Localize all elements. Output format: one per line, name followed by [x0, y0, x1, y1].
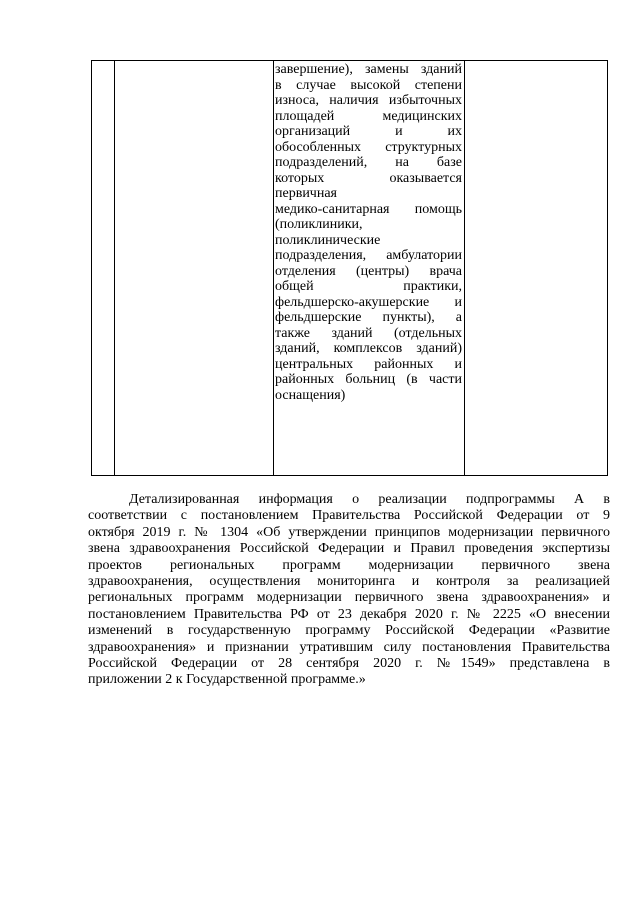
text-line: подразделений, на базе: [275, 155, 462, 170]
text-line: площадей медицинских: [275, 108, 462, 124]
paragraph-line: Российской Федерации от 28 сентября 2020 г. №1549» представлена в: [88, 655, 610, 671]
text-line: фельдшерские пункты), а: [275, 310, 462, 325]
text-line: организаций и их: [275, 124, 462, 139]
text-line: обособленных структурных: [275, 139, 462, 155]
table-cell-number: [92, 61, 115, 476]
text-line: (поликлиники,: [275, 217, 363, 232]
text-line: отделения (центры) врача: [275, 263, 462, 279]
text-line: фельдшерско-акушерские и: [275, 294, 462, 310]
paragraph-line: проектов региональных программ модернизации первичного звена: [88, 557, 610, 573]
table-cell-name: [115, 61, 274, 476]
paragraph-line: региональных программ модернизации первичного звена здравоохранения» и: [88, 590, 610, 606]
text-line: завершение), замены зданий: [275, 62, 462, 77]
text-line: медико-санитарная помощь: [275, 201, 462, 217]
data-table: [91, 60, 608, 476]
paragraph-line: октября 2019 г. № 1304 «Об утверждении принципов модернизации первичного: [88, 524, 610, 540]
text-line: первичная: [275, 186, 337, 201]
text-line: общей практики,: [275, 279, 462, 294]
text-line: центральных районных и: [275, 356, 462, 372]
paragraph-line: здравоохранения, осуществления мониторинга и контроля за реализацией: [88, 573, 610, 589]
text-line: зданий, комплексов зданий): [275, 341, 462, 356]
paragraph-line: Детализированная информация о реализации подпрограммы А в: [129, 492, 610, 507]
text-line: подразделения, амбулатории: [275, 248, 462, 263]
text-line: оснащения): [275, 387, 346, 403]
table-row: [92, 61, 608, 476]
paragraph-line: звена здравоохранения Российской Федерации и Правил проведения экспертизы: [88, 541, 610, 557]
paragraph-line: приложении 2 к Государственной программе.»: [88, 672, 366, 688]
text-line: которых оказывается: [275, 170, 462, 186]
paragraph-line: изменений в государственную программу Российской Федерации «Развитие: [88, 623, 610, 639]
paragraph-line: постановлением Правительства РФ от 23 декабря 2020 г. № 2225 «О внесении: [88, 606, 610, 622]
paragraph-line: здравоохранения» и признании утратившим силу постановления Правительства: [88, 639, 610, 655]
paragraph-line: соответствии с постановлением Правительства Российской Федерации от 9: [88, 508, 610, 524]
table-cell-description: [274, 61, 465, 476]
body-paragraph: [88, 492, 610, 689]
text-line: районных больниц (в части: [275, 372, 462, 387]
text-line: износа, наличия избыточных: [275, 93, 462, 108]
cell-text-block: [274, 62, 464, 403]
text-line: в случае высокой степени: [275, 77, 462, 93]
table-cell-empty: [465, 61, 608, 476]
text-line: также зданий (отдельных: [275, 325, 462, 341]
text-line: поликлинические: [275, 232, 381, 248]
